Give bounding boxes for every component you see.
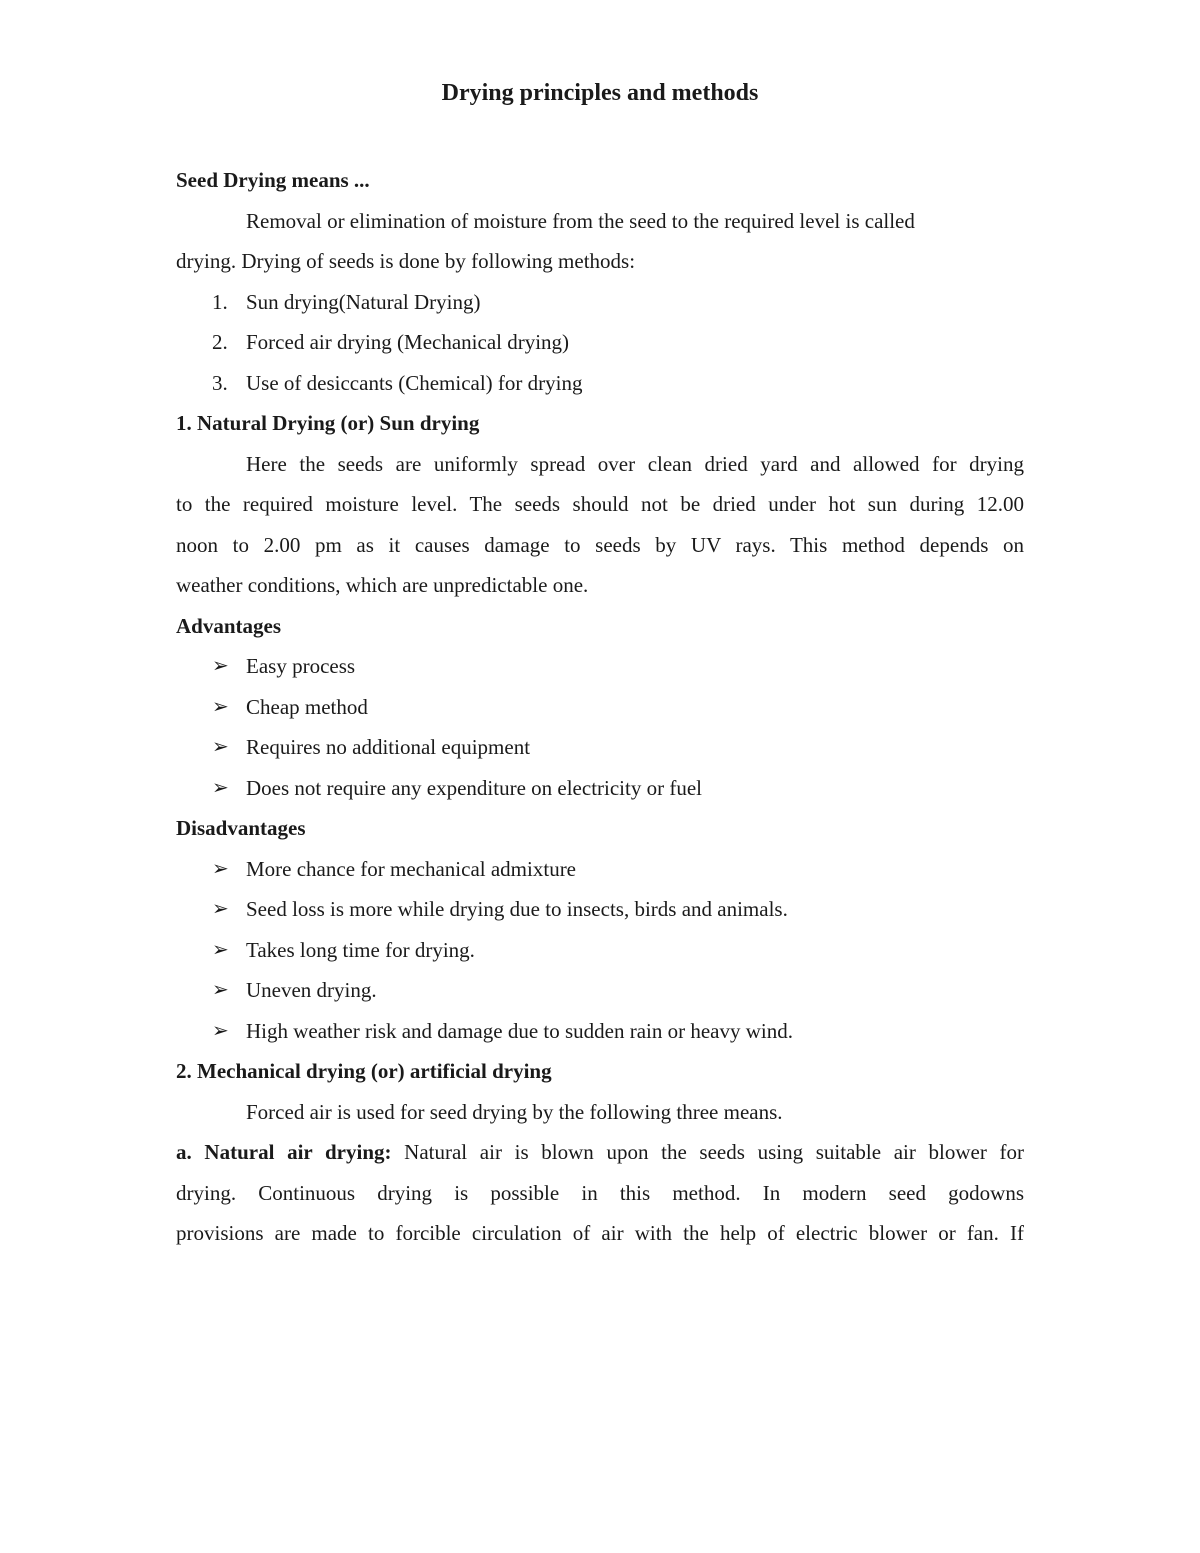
method-text: Sun drying(Natural Drying) <box>246 289 481 314</box>
method-item <box>176 322 1024 363</box>
disadvantage-item <box>176 930 1024 971</box>
arrow-bullet-icon: ➢ <box>212 898 229 920</box>
advantage-item <box>176 727 1024 768</box>
arrow-bullet-icon: ➢ <box>212 736 229 758</box>
method-text: Use of desiccants (Chemical) for drying <box>246 370 583 395</box>
disadvantage-text: High weather risk and damage due to sudden rain or heavy wind. <box>246 1018 794 1043</box>
disadvantage-text: Seed loss is more while drying due to insects, birds and animals. <box>246 897 788 921</box>
intro-line-1: Removal or elimination of moisture from the seed to the required level is called <box>246 208 915 233</box>
natural-air-line-3: provisions are made to forcible circulation of air with the help of electric blower or fan. If <box>176 1221 1024 1245</box>
natural-air-line-2: drying. Continuous drying is possible in this method. In modern seed godowns <box>176 1180 1024 1205</box>
disadvantage-item <box>176 1011 1024 1052</box>
arrow-bullet-icon: ➢ <box>212 857 229 880</box>
natural-air-line-1 <box>176 1132 1024 1173</box>
document-title: Drying principles and methods <box>441 80 759 106</box>
arrow-bullet-icon: ➢ <box>212 938 229 961</box>
disadvantage-text: Takes long time for drying. <box>246 937 475 962</box>
arrow-bullet-icon: ➢ <box>212 979 229 1001</box>
document-body <box>176 160 1024 1254</box>
disadvantage-item <box>176 970 1024 1011</box>
natural-air-text: Natural air is blown upon the seeds using suitable air blower for <box>391 1140 1024 1164</box>
section-1-line: to the required moisture level. The seeds should not be dried under hot sun during 12.00 <box>176 492 1024 516</box>
advantage-text: Requires no additional equipment <box>246 735 531 759</box>
method-number: 1. <box>212 289 228 314</box>
advantages-heading: Advantages <box>176 613 282 638</box>
method-number: 3. <box>212 370 228 395</box>
section-2-heading: 2. Mechanical drying (or) artificial drying <box>176 1059 552 1083</box>
arrow-bullet-icon: ➢ <box>212 695 229 718</box>
section-1-heading: 1. Natural Drying (or) Sun drying <box>176 411 480 435</box>
section-2-intro: Forced air is used for seed drying by the following three means. <box>246 1099 783 1124</box>
advantage-text: Easy process <box>246 654 356 678</box>
disadvantage-text: Uneven drying. <box>246 978 377 1002</box>
advantage-item <box>176 646 1024 687</box>
section-1-line: weather conditions, which are unpredictable one. <box>176 573 589 597</box>
intro-line-2: drying. Drying of seeds is done by following methods: <box>176 249 636 273</box>
method-item <box>176 282 1024 323</box>
arrow-bullet-icon: ➢ <box>212 776 229 799</box>
method-item <box>176 363 1024 404</box>
advantage-item <box>176 687 1024 728</box>
advantage-text: Does not require any expenditure on electricity or fuel <box>246 775 702 800</box>
disadvantage-item <box>176 889 1024 930</box>
disadvantage-text: More chance for mechanical admixture <box>246 856 577 881</box>
method-text: Forced air drying (Mechanical drying) <box>246 330 570 354</box>
disadvantages-heading: Disadvantages <box>176 816 306 840</box>
method-number: 2. <box>212 330 228 354</box>
advantage-text: Cheap method <box>246 694 368 719</box>
arrow-bullet-icon: ➢ <box>212 655 229 677</box>
section-1-line: noon to 2.00 pm as it causes damage to seeds by UV rays. This method depends on <box>176 532 1024 557</box>
section-1-line: Here the seeds are uniformly spread over clean dried yard and allowed for drying <box>246 451 1024 476</box>
advantage-item <box>176 768 1024 809</box>
arrow-bullet-icon: ➢ <box>212 1019 229 1042</box>
natural-air-label: a. Natural air drying: <box>176 1140 392 1164</box>
seed-drying-heading: Seed Drying means ... <box>176 168 370 192</box>
disadvantage-item <box>176 849 1024 890</box>
